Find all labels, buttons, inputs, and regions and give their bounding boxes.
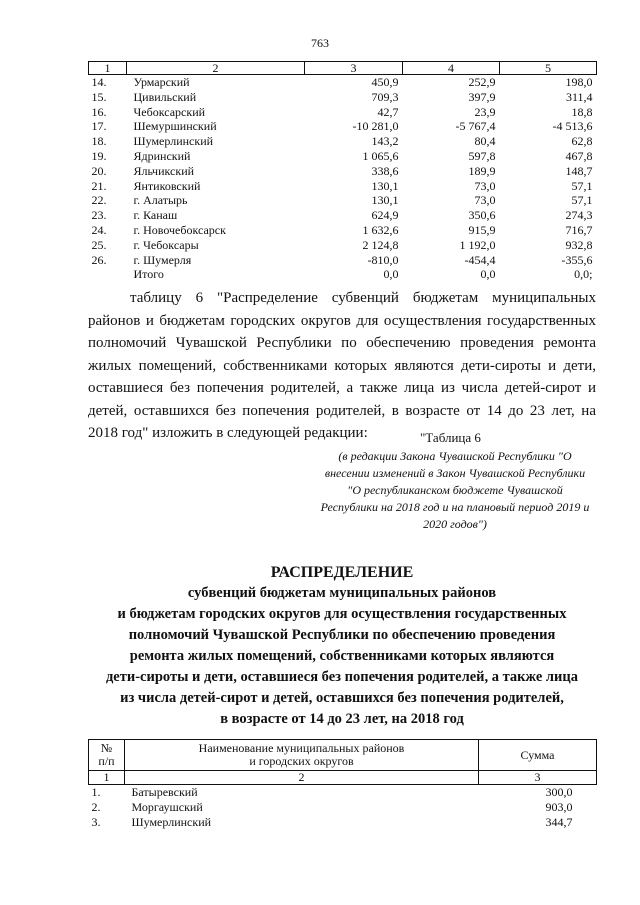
table-header-row: [89, 740, 597, 771]
table-row: [89, 238, 597, 253]
cell-c3: -810,0: [367, 252, 399, 267]
cell-name: Шумерлинский: [133, 134, 214, 149]
table-row: [89, 134, 597, 149]
table-header-row: [89, 62, 597, 75]
cell-c4: 597,8: [468, 148, 496, 163]
table-row: [89, 193, 597, 208]
cell-num: 18.: [91, 134, 107, 149]
cell-c4: 189,9: [468, 163, 496, 178]
cell-c4: 350,6: [468, 208, 496, 223]
cell-name: г. Чебоксары: [133, 237, 199, 252]
cell-c4: 252,9: [468, 75, 496, 89]
cell-sum: 344,7: [545, 815, 573, 829]
cell-c4: 73,0: [474, 178, 496, 193]
column-header: 4: [403, 62, 500, 75]
cell-c5: 18,8: [571, 104, 593, 119]
cell-name: Батыревский: [131, 785, 198, 799]
distribution-table-continued: [88, 61, 597, 282]
table-row: [89, 149, 597, 164]
column-header-number: № п/п: [89, 740, 125, 771]
cell-name: г. Шумерля: [133, 252, 192, 267]
cell-num: 16.: [91, 104, 107, 119]
cell-c3: 143,2: [371, 134, 399, 149]
amendment-paragraph: [88, 287, 596, 445]
cell-c5: 0,0;: [574, 267, 593, 282]
title-line: полномочий Чувашской Республики по обеспечению проведения: [128, 627, 556, 643]
cell-c3: 338,6: [371, 163, 399, 178]
cell-c3: 2 124,8: [362, 237, 399, 252]
table-row: [89, 815, 597, 830]
title-line: из числа детей-сирот и детей, оставшихся без попечения родителей,: [120, 690, 564, 706]
cell-c3: 130,1: [371, 178, 399, 193]
cell-num: 17.: [91, 119, 107, 134]
table-row: [89, 90, 597, 105]
cell-c4: -5 767,4: [455, 119, 496, 134]
cell-name: г. Алатырь: [133, 193, 188, 208]
cell-c3: 42,7: [377, 104, 399, 119]
table-label: "Таблица 6: [420, 430, 481, 445]
table-row: [89, 785, 597, 801]
column-header: 2: [127, 62, 305, 75]
cell-c3: 709,3: [371, 89, 399, 104]
cell-name: г. Канаш: [133, 208, 178, 223]
table-row: [89, 800, 597, 815]
title-line: и бюджетам городских округов для осуществления государственных: [117, 606, 567, 622]
cell-c5: -4 513,6: [552, 119, 593, 134]
cell-name: г. Новочебоксарск: [133, 222, 226, 237]
table-row: [89, 105, 597, 120]
cell-c5: 274,3: [565, 208, 593, 223]
cell-num: 3.: [91, 815, 101, 829]
cell-num: 25.: [91, 237, 107, 252]
column-header: 3: [305, 62, 403, 75]
cell-c5: -355,6: [561, 252, 593, 267]
cell-c4: 397,9: [468, 89, 496, 104]
cell-c4: 80,4: [474, 134, 496, 149]
cell-c4: 0,0: [480, 267, 496, 282]
cell-name: Ядринский: [133, 148, 191, 163]
cell-c5: 57,1: [571, 178, 593, 193]
title-line: в возрасте от 14 до 23 лет, на 2018 год: [220, 711, 464, 727]
cell-c3: 0,0: [383, 267, 399, 282]
title-line: ремонта жилых помещений, собственниками которых являются: [129, 648, 555, 664]
cell-c3: 624,9: [371, 208, 399, 223]
cell-c4: 23,9: [474, 104, 496, 119]
column-header: 1: [89, 62, 127, 75]
cell-c4: -454,4: [464, 252, 496, 267]
cell-c5: 198,0: [565, 75, 593, 89]
cell-c4: 1 192,0: [459, 237, 496, 252]
cell-name: Шумерлинский: [131, 815, 212, 829]
cell-c5: 311,4: [565, 89, 593, 104]
page-number: 763: [311, 36, 329, 50]
cell-num: 24.: [91, 222, 107, 237]
table-row: [89, 267, 597, 282]
table-row: [89, 179, 597, 194]
cell-num: 23.: [91, 208, 107, 223]
column-index: 3: [479, 771, 597, 785]
cell-name: Шемуршинский: [133, 119, 217, 134]
cell-c3: -10 281,0: [352, 119, 399, 134]
cell-c5: 57,1: [571, 193, 593, 208]
cell-c4: 915,9: [468, 222, 496, 237]
cell-name: Цивильский: [133, 89, 197, 104]
cell-name: Янтиковский: [133, 178, 201, 193]
cell-sum: 903,0: [545, 800, 573, 814]
cell-num: 2.: [91, 800, 101, 814]
cell-num: [89, 267, 127, 282]
cell-c3: 1 632,6: [362, 222, 399, 237]
column-index: 1: [89, 771, 125, 785]
table-row: [89, 253, 597, 268]
cell-num: 22.: [91, 193, 107, 208]
cell-name: Чебоксарский: [133, 104, 206, 119]
cell-name: Урмарский: [133, 75, 190, 89]
column-index: 2: [125, 771, 479, 785]
distribution-title: [88, 562, 596, 730]
cell-num: 19.: [91, 148, 107, 163]
column-header-name: Наименование муниципальных районов и городских округов: [125, 740, 479, 771]
cell-c3: 1 065,6: [362, 148, 399, 163]
edition-note: (в редакции Закона Чувашской Республики "О внесении изменений в Закон Чувашской Республики "О республиканском бюджете Чувашской Республики на 2018 год и на плановый период 2019 и 2020 годов"): [320, 449, 590, 531]
cell-num: 26.: [91, 252, 107, 267]
column-header-sum: Сумма: [479, 740, 597, 771]
cell-num: 14.: [91, 75, 107, 89]
cell-name: Яльчикский: [133, 163, 195, 178]
table-row: [89, 223, 597, 238]
table-row: [89, 208, 597, 223]
cell-sum: 300,0: [545, 785, 573, 799]
table-row: [89, 119, 597, 134]
table-row: [89, 164, 597, 179]
title-line: дети-сироты и дети, оставшиеся без попечения родителей, а также лица: [105, 669, 579, 685]
cell-name: Моргаушский: [131, 800, 203, 814]
cell-num: 20.: [91, 163, 107, 178]
cell-num: 15.: [91, 89, 107, 104]
cell-c5: 932,8: [565, 237, 593, 252]
cell-c5: 62,8: [571, 134, 593, 149]
title-line: субвенций бюджетам муниципальных районов: [187, 585, 497, 601]
cell-c5: 467,8: [565, 148, 593, 163]
table-index-row: [89, 771, 597, 785]
cell-c4: 73,0: [474, 193, 496, 208]
table-row: [89, 75, 597, 90]
distribution-table: [88, 739, 597, 830]
cell-c5: 148,7: [565, 163, 593, 178]
cell-name: Итого: [133, 267, 164, 282]
cell-c5: 716,7: [565, 222, 593, 237]
column-header: 5: [500, 62, 597, 75]
amendment-text: таблицу 6 "Распределение субвенций бюджетам муниципальных районов и бюджетам городских округов для осуществления государственных полномочий Чувашской Республики по обеспечению проведения ремонта жилых помещений, собственниками которых являются дети-сироты и дети, оставшиеся без попечения родителей, а также лица из числа детей-сирот и детей, оставшихся без попечения родителей, в возрасте от 14 до 23 лет, на 2018 год" изложить в следующей редакции:: [88, 290, 596, 441]
title-heading: РАСПРЕДЕЛЕНИЕ: [270, 564, 414, 581]
cell-c3: 450,9: [371, 75, 399, 89]
cell-num: 21.: [91, 178, 107, 193]
cell-c3: 130,1: [371, 193, 399, 208]
cell-num: 1.: [91, 785, 101, 799]
